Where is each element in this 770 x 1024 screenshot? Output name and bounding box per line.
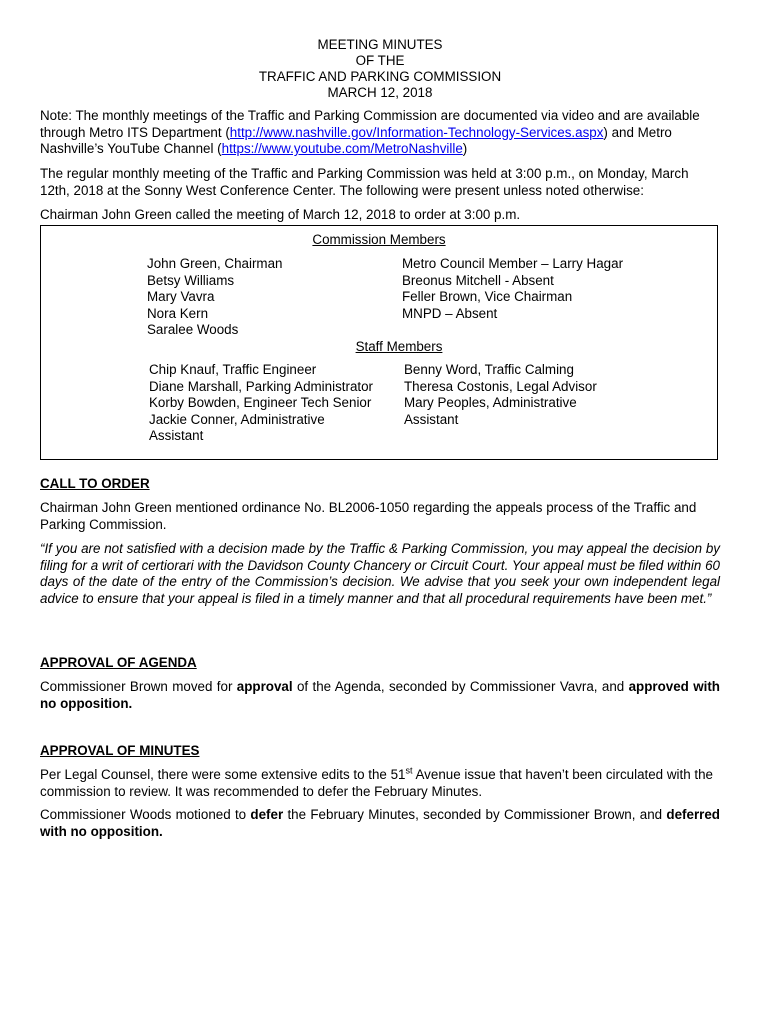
list-item: Betsy Williams <box>147 272 235 288</box>
staff-members-heading: Staff Members <box>355 339 443 354</box>
call-line: Chairman John Green called the meeting of March 12, 2018 to order at 3:00 p.m. <box>40 207 521 222</box>
its-department-link[interactable]: http://www.nashville.gov/Information-Technology-Services.aspx <box>229 124 604 140</box>
call-to-order-text: Chairman John Green mentioned ordinance No. BL2006-1050 regarding the appeals process of the Traffic and Parking Commission. <box>40 500 697 532</box>
note-text-middle: ) and Metro Nashville’s YouTube Channel ( <box>40 124 672 156</box>
list-item: Mary Vavra <box>147 289 215 304</box>
minutes-bold: deferred with no opposition. <box>40 807 720 839</box>
agenda-bold: approved with no opposition. <box>40 679 720 711</box>
list-item: Assistant <box>404 411 459 427</box>
list-item: MNPD – Absent <box>402 305 498 321</box>
list-item: Metro Council Member – Larry Hagar <box>402 256 624 271</box>
approval-agenda-heading: APPROVAL OF AGENDA <box>40 655 197 670</box>
list-item: Breonus Mitchell - Absent <box>402 272 554 288</box>
list-item: Korby Bowden, Engineer Tech Senior <box>149 395 372 410</box>
list-item: Theresa Costonis, Legal Advisor <box>404 378 597 394</box>
approval-agenda-text <box>40 679 720 712</box>
commission-members-heading: Commission Members <box>312 232 446 247</box>
commission-right-list <box>402 256 623 322</box>
list-item: Benny Word, Traffic Calming <box>404 362 574 377</box>
approval-minutes-text-2 <box>40 807 720 840</box>
list-item: Nora Kern <box>147 305 209 321</box>
minutes-text: Commissioner Woods motioned to <box>40 807 251 822</box>
approval-minutes-heading: APPROVAL OF MINUTES <box>40 743 200 758</box>
document-title <box>40 37 720 101</box>
minutes-bold: defer <box>250 807 284 822</box>
note-paragraph <box>40 108 720 158</box>
list-item: Saralee Woods <box>147 322 239 337</box>
title-line-1: MEETING MINUTES <box>317 37 443 52</box>
agenda-text: Commissioner Brown moved for <box>40 679 237 694</box>
minutes-text: the February Minutes, seconded by Commissioner Brown, and <box>283 807 667 822</box>
minutes-text: Avenue issue that haven’t been circulated with the commission to review. It was recommended to defer the February Minutes. <box>40 767 713 799</box>
minutes-text: Per Legal Counsel, there were some extensive edits to the 51 <box>40 767 406 782</box>
approval-minutes-text-1 <box>40 767 720 800</box>
youtube-channel-link[interactable]: https://www.youtube.com/MetroNashville <box>221 141 463 156</box>
list-item: Jackie Conner, Administrative <box>149 411 325 427</box>
staff-left-list <box>149 362 373 445</box>
intro-paragraph: The regular monthly meeting of the Traffic and Parking Commission was held at 3:00 p.m., on Monday, March 12th, 2018 at the Sonny West Conference Center. The following were present unless noted otherwise: <box>40 166 689 198</box>
title-line-4: MARCH 12, 2018 <box>327 85 433 100</box>
list-item: Feller Brown, Vice Chairman <box>402 289 573 304</box>
note-text: Note: The monthly meetings of the Traffic and Parking Commission are documented via video and are available through Metro ITS Department ( <box>40 108 700 140</box>
agenda-text: of the Agenda, seconded by Commissioner Vavra, and <box>292 679 629 694</box>
title-line-2: OF THE <box>355 53 405 68</box>
commission-left-list <box>147 256 282 339</box>
list-item: Assistant <box>149 428 204 443</box>
appeal-quote: “If you are not satisfied with a decision made by the Traffic & Parking Commission, you may appeal the decision by filing for a writ of certiorari with the Davidson County Chancery or Circuit Court. Your appeal must be filed within 60 days of the date of the entry of the Commission’s decision. We advise that you seek your own independent legal advice to ensure that your appeal is filed in a timely manner and that all procedural requirements have been met.” <box>40 541 720 606</box>
title-line-3: TRAFFIC AND PARKING COMMISSION <box>258 69 502 84</box>
agenda-bold: approval <box>236 679 293 694</box>
call-to-order-heading: CALL TO ORDER <box>40 476 150 491</box>
note-text-end: ) <box>462 141 468 156</box>
attendance-box <box>40 225 718 460</box>
list-item: John Green, Chairman <box>147 256 283 271</box>
list-item: Diane Marshall, Parking Administrator <box>149 378 374 394</box>
staff-right-list <box>404 362 597 428</box>
list-item: Chip Knauf, Traffic Engineer <box>149 362 317 377</box>
ordinal-suffix: st <box>405 765 413 776</box>
list-item: Mary Peoples, Administrative <box>404 395 577 410</box>
